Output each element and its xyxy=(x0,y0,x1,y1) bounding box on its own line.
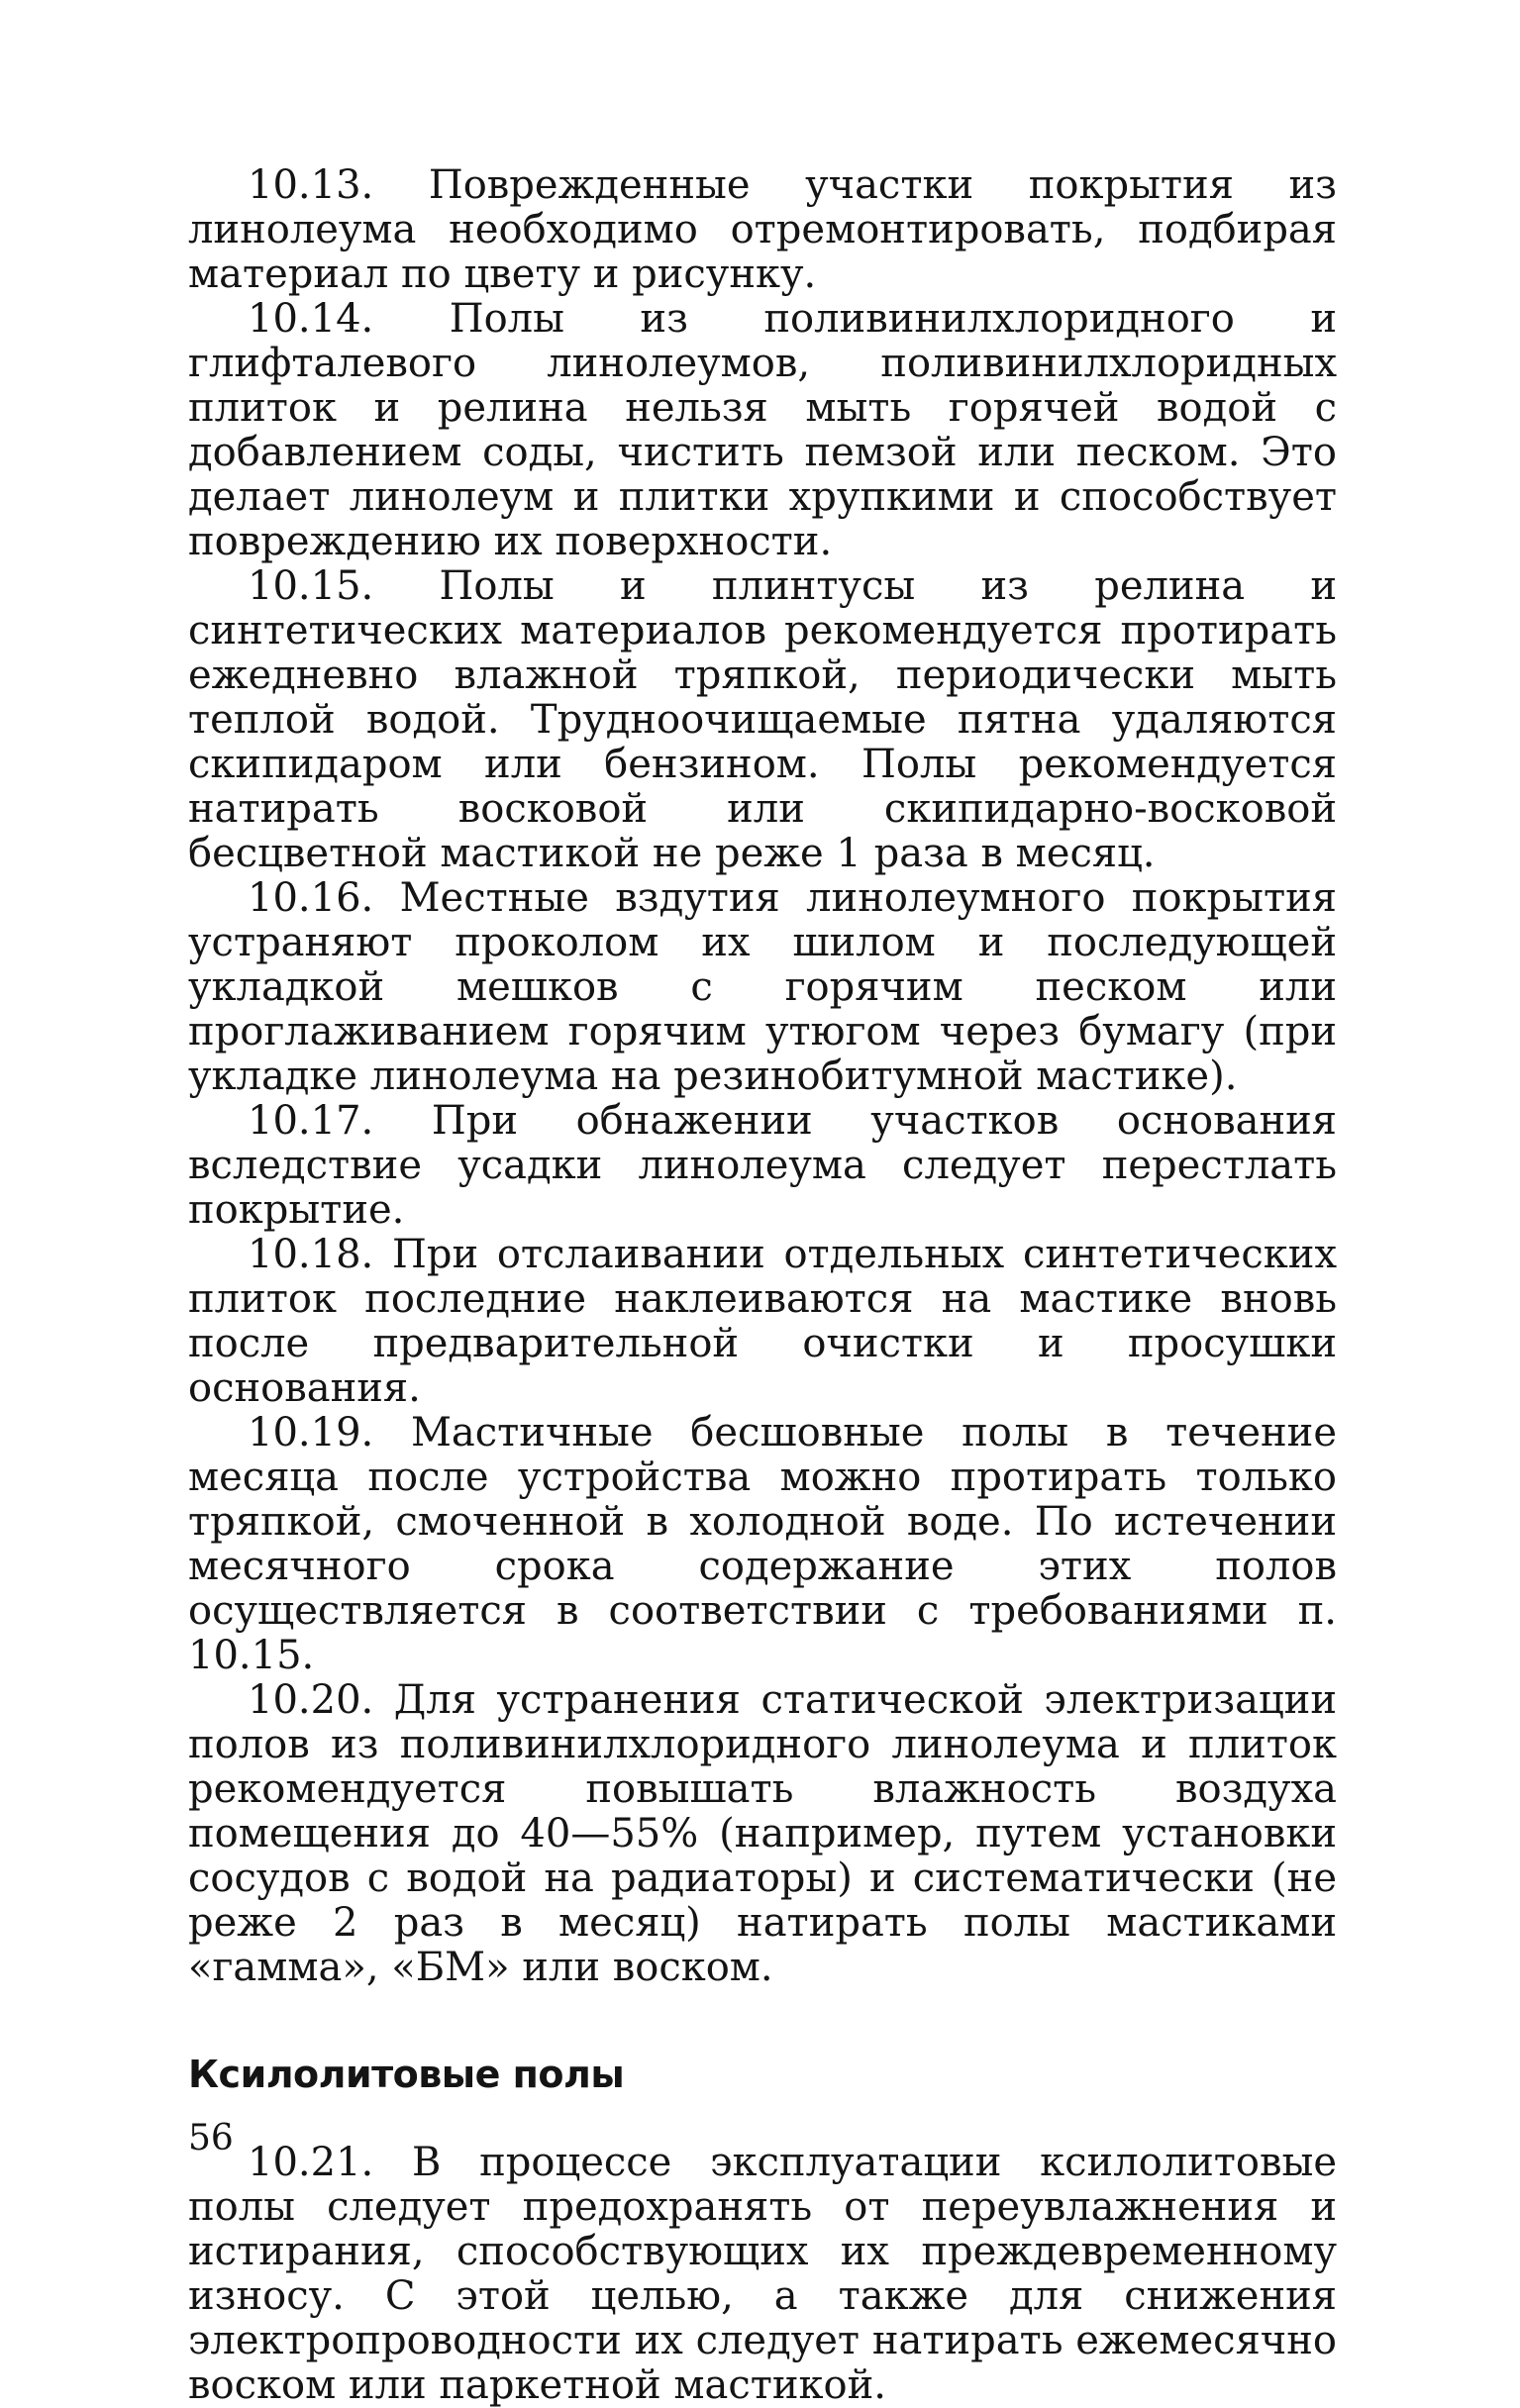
paragraph-10-14: 10.14. Полы из поливинилхлоридного и глифталевого линолеумов, поливинилхлоридных плиток и релина нельзя мыть горячей водой с добавлением соды, чистить пемзой или песком. Это делает линолеум и плитки хрупкими и способствует повреждению их поверхности. xyxy=(188,296,1337,564)
section-heading: Ксилолитовые полы xyxy=(188,2053,625,2096)
paragraph-10-15: 10.15. Полы и плинтусы из релина и синтетических материалов рекомендуется протирать ежедневно влажной тряпкой, периодически мыть теплой водой. Трудноочищаемые пятна удаляются скипидаром или бензином. Полы рекомендуется натирать восковой или скипидарно-восковой бесцветной мастикой не реже 1 раза в месяц. xyxy=(188,563,1337,876)
page-body xyxy=(188,163,1337,2408)
paragraph-10-20: 10.20. Для устранения статической электризации полов из поливинилхлоридного линолеума и плиток рекомендуется повышать влажность воздуха помещения до 40—55% (например, путем установки сосудов с водой на радиаторы) и систематически (не реже 2 раз в месяц) натирать полы мастиками «гамма», «БМ» или воском. xyxy=(188,1677,1337,1990)
paragraph-10-17: 10.17. При обнажении участков основания вследствие усадки линолеума следует перестлать покрытие. xyxy=(188,1098,1337,1233)
paragraph-10-13: 10.13. Поврежденные участки покрытия из линолеума необходимо отремонтировать, подбирая материал по цвету и рисунку. xyxy=(188,162,1337,297)
paragraph-10-21: 10.21. В процессе эксплуатации ксилолитовые полы следует предохранять от переувлажнения и истирания, способствующих их преждевременному износу. С этой целью, а также для снижения электропроводности их следует натирать ежемесячно воском или паркетной мастикой. xyxy=(188,2140,1337,2408)
paragraph-10-16: 10.16. Местные вздутия линолеумного покрытия устраняют проколом их шилом и последующей укладкой мешков с горячим песком или проглаживанием горячим утюгом через бумагу (при укладке линолеума на резинобитумной мастике). xyxy=(188,875,1337,1099)
paragraph-10-18: 10.18. При отслаивании отдельных синтетических плиток последние наклеиваются на мастике вновь после предварительной очистки и просушки основания. xyxy=(188,1232,1337,1411)
paragraph-10-19: 10.19. Мастичные бесшовные полы в течение месяца после устройства можно протирать только тряпкой, смоченной в холодной воде. По истечении месячного срока содержание этих полов осуществляется в соответствии с требованиями п. 10.15. xyxy=(188,1410,1337,1678)
page-number: 56 xyxy=(188,2118,234,2158)
